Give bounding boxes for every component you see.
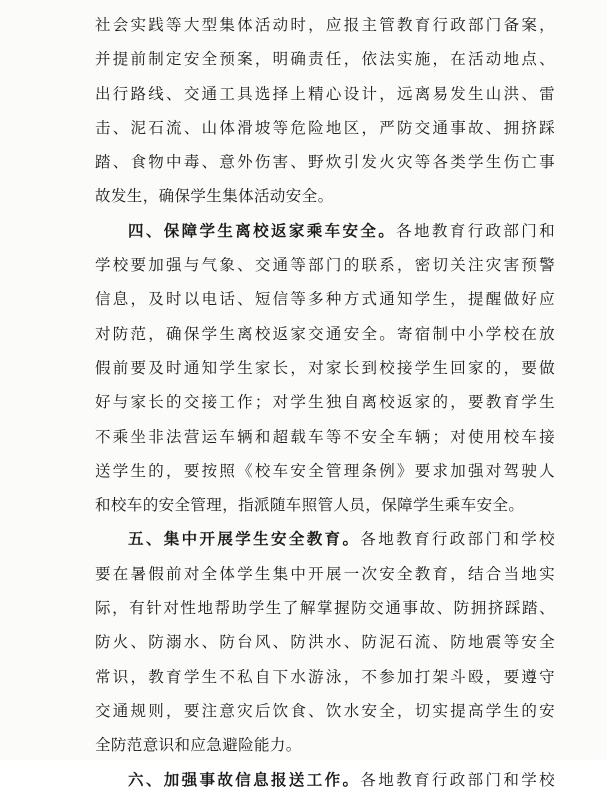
paragraph-line: 送学生的，要按照《校车安全管理条例》要求加强对驾驶人 xyxy=(95,461,555,480)
paragraph-line: 踏、食物中毒、意外伤害、野炊引发火灾等各类学生伤亡事 xyxy=(95,153,555,172)
paragraph-line: 际，有针对性地帮助学生了解掌握防交通事故、防拥挤踩踏、 xyxy=(95,599,555,618)
paragraph-line: 假前要及时通知学生家长，对家长到校接学生回家的，要做 xyxy=(95,358,555,377)
document-body xyxy=(95,8,555,797)
section-4-heading: 四、保障学生离校返家乘车安全。 xyxy=(128,220,397,240)
paragraph-line: 故发生，确保学生集体活动安全。 xyxy=(95,187,334,206)
section-6-first-line xyxy=(95,763,555,797)
paragraph-line: 社会实践等大型集体活动时，应报主管教育行政部门备案， xyxy=(95,16,555,34)
section-6-text: 各地教育行政部门和学校 xyxy=(360,770,555,789)
section-5-first-line xyxy=(95,522,555,556)
paragraph-line: 交通规则，要注意灾后饮食、饮水安全，切实提高学生的安 xyxy=(95,701,555,720)
paragraph-line: 防火、防溺水、防台风、防洪水、防泥石流、防地震等安全 xyxy=(95,633,555,652)
paragraph-line: 和校车的安全管理，指派随车照管人员，保障学生乘车安全。 xyxy=(95,496,525,515)
paragraph-line: 学校要加强与气象、交通等部门的联系，密切关注灾害预警 xyxy=(95,256,555,275)
paragraph-line: 常识，教育学生不私自下水游泳，不参加打架斗殴，要遵守 xyxy=(95,667,555,686)
paragraph-line: 全防范意识和应急避险能力。 xyxy=(95,736,302,755)
paragraph-line: 对防范，确保学生离校返家交通安全。寄宿制中小学校在放 xyxy=(95,324,555,343)
section-4-text: 各地教育行政部门和 xyxy=(396,221,555,240)
paragraph-line: 好与家长的交接工作；对学生独自离校返家的，要教育学生 xyxy=(95,393,555,412)
section-5-text: 各地教育行政部门和学校 xyxy=(360,530,555,549)
section-6-heading: 六、加强事故信息报送工作。 xyxy=(128,769,361,789)
paragraph-line: 出行路线、交通工具选择上精心设计，远离易发生山洪、雷 xyxy=(95,84,555,103)
paragraph-line: 击、泥石流、山体滑坡等危险地区，严防交通事故、拥挤踩 xyxy=(95,118,555,137)
section-5-heading: 五、集中开展学生安全教育。 xyxy=(128,529,361,549)
paragraph-line: 信息，及时以电话、短信等多种方式通知学生，提醒做好应 xyxy=(95,290,555,309)
paragraph-line: 不乘坐非法营运车辆和超载车等不安全车辆；对使用校车接 xyxy=(95,427,555,446)
paragraph-line: 并提前制定安全预案，明确责任，依法实施，在活动地点、 xyxy=(95,50,555,69)
paragraph-line: 要在暑假前对全体学生集中开展一次安全教育，结合当地实 xyxy=(95,564,555,583)
section-4-first-line xyxy=(95,214,555,248)
